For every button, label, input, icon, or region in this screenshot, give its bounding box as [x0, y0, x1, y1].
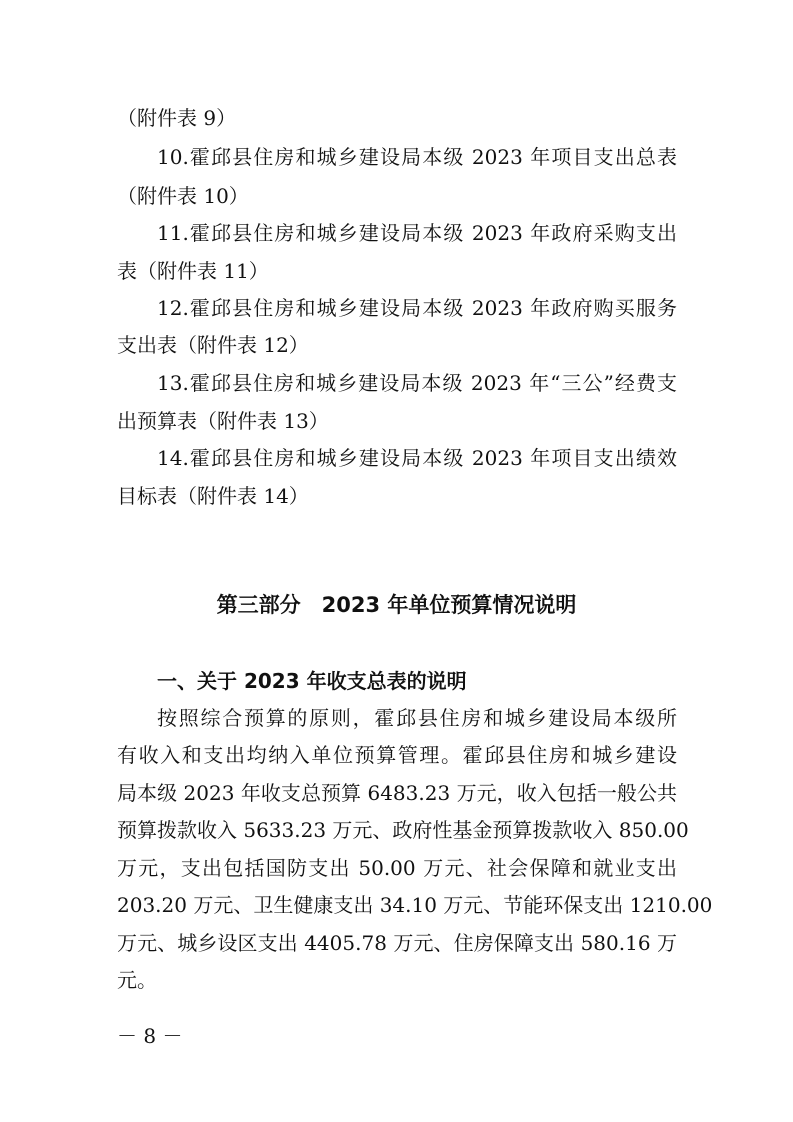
- list-line: 11.霍邱县住房和城乡建设局本级 2023 年政府采购支出: [157, 221, 677, 245]
- list-line: 12.霍邱县住房和城乡建设局本级 2023 年政府购买服务: [157, 296, 677, 320]
- page-number: － 8 －: [117, 1024, 183, 1048]
- list-line: 14.霍邱县住房和城乡建设局本级 2023 年项目支出绩效: [157, 446, 677, 470]
- section-title: 第三部分 2023 年单位预算情况说明: [216, 593, 577, 617]
- paragraph-line: 元。: [117, 968, 157, 992]
- paragraph-line: 预算拨款收入 5633.23 万元、政府性基金预算拨款收入 850.00: [117, 818, 689, 842]
- paragraph-line: 万元、城乡设区支出 4405.78 万元、住房保障支出 580.16 万: [117, 931, 677, 955]
- paragraph-line: 203.20 万元、卫生健康支出 34.10 万元、节能环保支出 1210.00: [117, 893, 713, 917]
- paragraph-line: 局本级 2023 年收支总预算 6483.23 万元，收入包括一般公共: [117, 781, 677, 805]
- subsection-title: 一、关于 2023 年收支总表的说明: [157, 669, 467, 693]
- list-line: 支出表（附件表 12）: [117, 333, 309, 357]
- list-line: （附件表 10）: [117, 184, 249, 208]
- paragraph-line: 按照综合预算的原则，霍邱县住房和城乡建设局本级所: [157, 706, 677, 730]
- paragraph-line: 有收入和支出均纳入单位预算管理。霍邱县住房和城乡建设: [117, 743, 677, 767]
- list-line: （附件表 9）: [117, 106, 237, 130]
- list-line: 10.霍邱县住房和城乡建设局本级 2023 年项目支出总表: [157, 145, 677, 169]
- list-line: 目标表（附件表 14）: [117, 484, 309, 508]
- paragraph-line: 万元，支出包括国防支出 50.00 万元、社会保障和就业支出: [117, 856, 677, 880]
- list-line: 表（附件表 11）: [117, 259, 269, 283]
- list-line: 出预算表（附件表 13）: [117, 409, 329, 433]
- list-line: 13.霍邱县住房和城乡建设局本级 2023 年“三公”经费支: [157, 371, 677, 395]
